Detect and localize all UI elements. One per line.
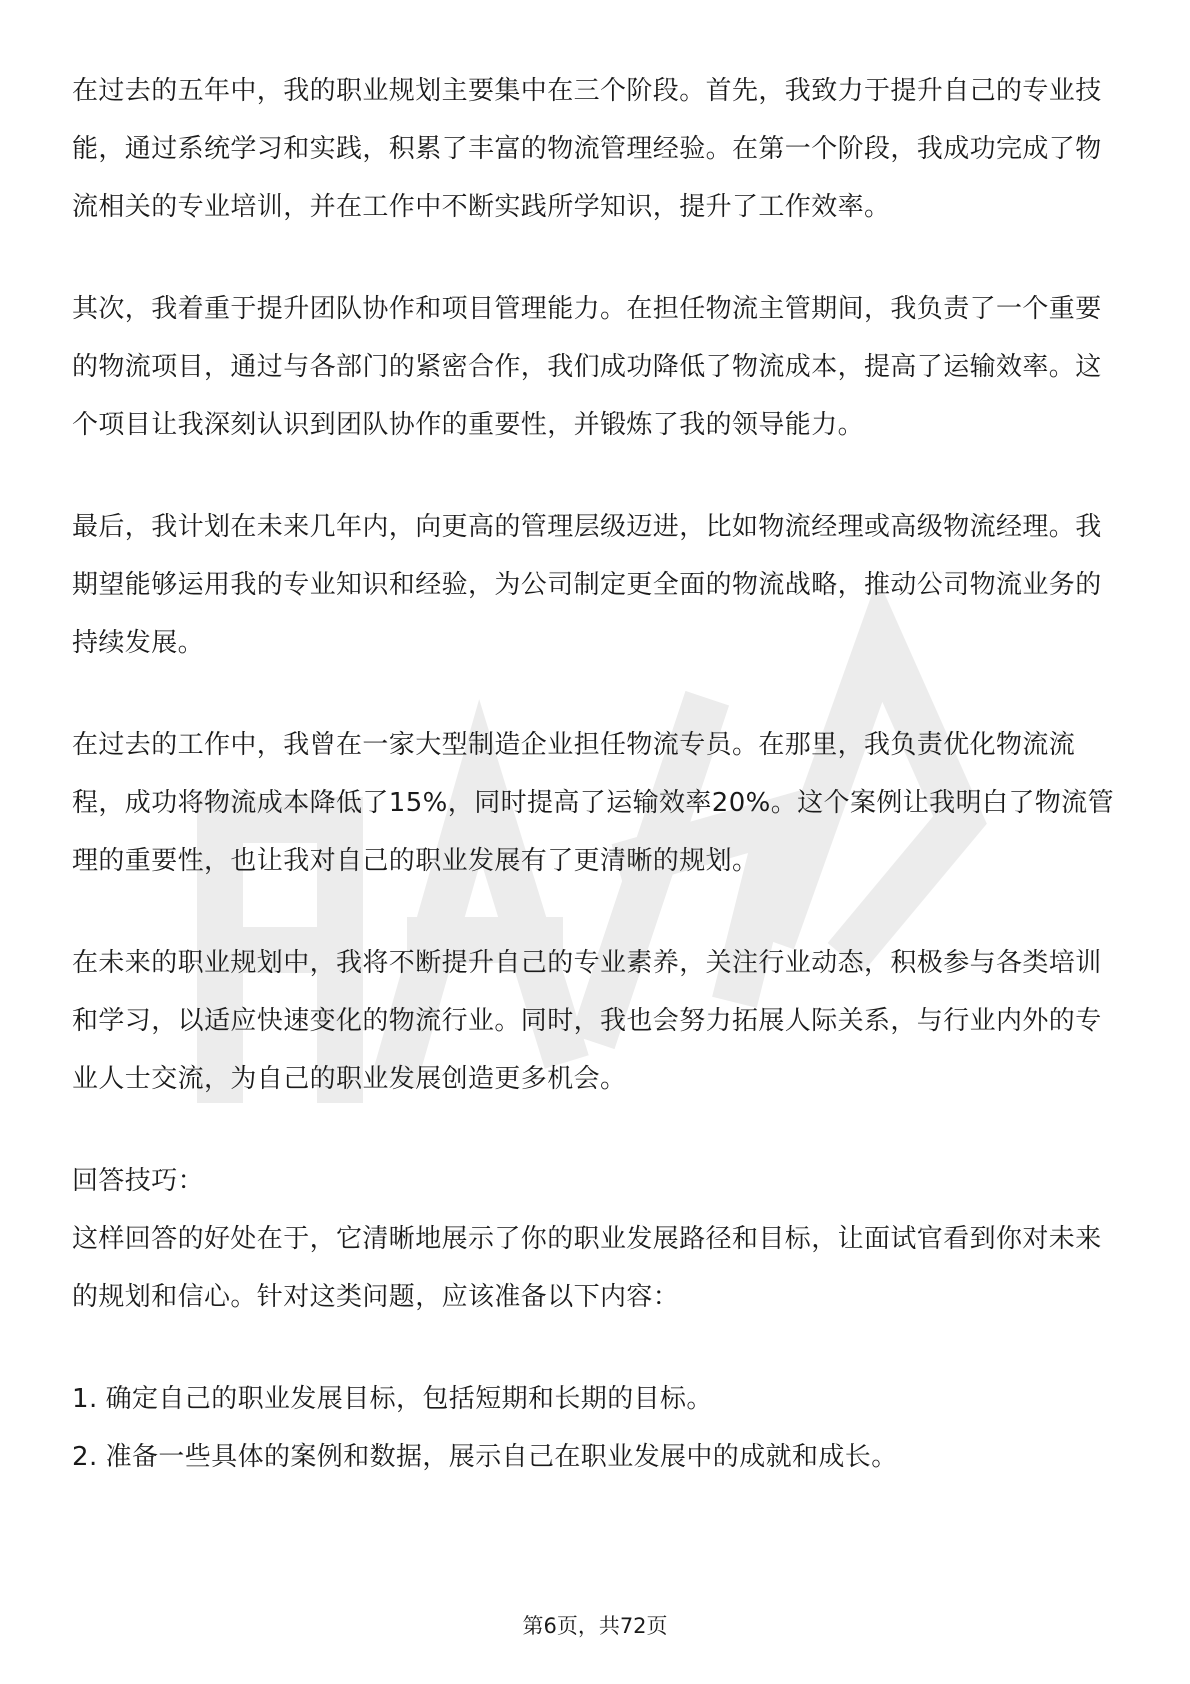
- paragraph-3: 最后，我计划在未来几年内，向更高的管理层级迈进，比如物流经理或高级物流经理。我期望能够运用我的专业知识和经验，为公司制定更全面的物流战略，推动公司物流业务的持续发展。: [72, 512, 1102, 658]
- page-number-footer: 第6页，共72页: [522, 1614, 668, 1638]
- list-item: [72, 1428, 1118, 1486]
- paragraph-4: 在过去的工作中，我曾在一家大型制造企业担任物流专员。在那里，我负责优化物流流程，成功将物流成本降低了15%，同时提高了运输效率20%。这个案例让我明白了物流管理的重要性，也让我对自己的职业发展有了更清晰的规划。: [72, 730, 1114, 876]
- list-item-number: 1.: [72, 1384, 98, 1414]
- tips-intro: 这样回答的好处在于，它清晰地展示了你的职业发展路径和目标，让面试官看到你对未来的规划和信心。针对这类问题，应该准备以下内容：: [72, 1224, 1102, 1312]
- document-body: [72, 62, 1118, 1486]
- list-item-text: 确定自己的职业发展目标，包括短期和长期的目标。: [105, 1384, 713, 1414]
- list-item: [72, 1370, 1118, 1428]
- tips-list: [72, 1370, 1118, 1486]
- paragraph-5: 在未来的职业规划中，我将不断提升自己的专业素养，关注行业动态，积极参与各类培训和学习，以适应快速变化的物流行业。同时，我也会努力拓展人际关系，与行业内外的专业人士交流，为自己的职业发展创造更多机会。: [72, 948, 1102, 1094]
- list-item-text: 准备一些具体的案例和数据，展示自己在职业发展中的成就和成长。: [105, 1442, 898, 1472]
- paragraph-2: 其次，我着重于提升团队协作和项目管理能力。在担任物流主管期间，我负责了一个重要的物流项目，通过与各部门的紧密合作，我们成功降低了物流成本，提高了运输效率。这个项目让我深刻认识到团队协作的重要性，并锻炼了我的领导能力。: [72, 294, 1102, 440]
- tips-heading: 回答技巧：: [72, 1166, 205, 1196]
- list-item-number: 2.: [72, 1442, 98, 1472]
- paragraph-1: 在过去的五年中，我的职业规划主要集中在三个阶段。首先，我致力于提升自己的专业技能，通过系统学习和实践，积累了丰富的物流管理经验。在第一个阶段，我成功完成了物流相关的专业培训，并在工作中不断实践所学知识，提升了工作效率。: [72, 76, 1102, 222]
